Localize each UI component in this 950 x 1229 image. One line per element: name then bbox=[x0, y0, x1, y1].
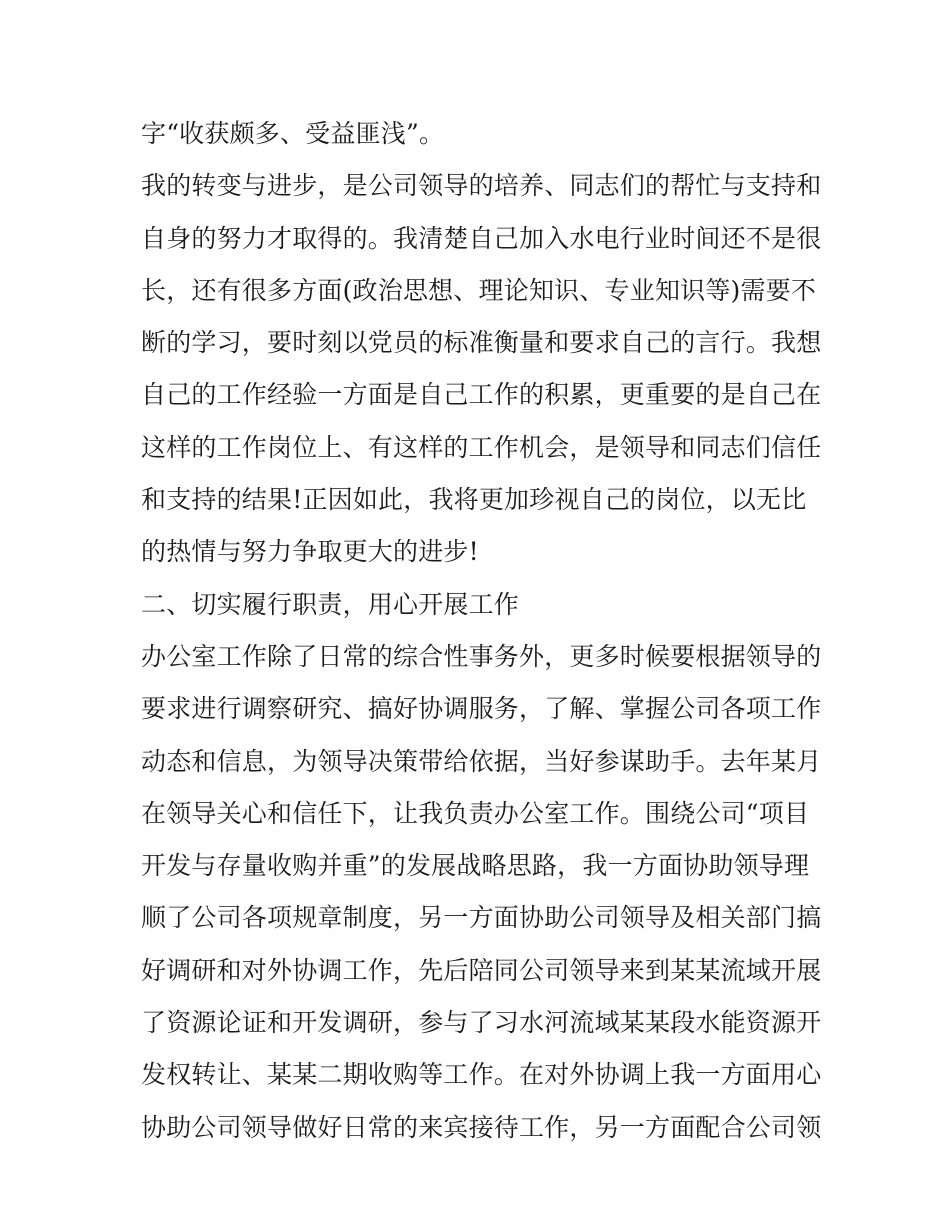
text-line: 我的转变与进步，是公司领导的培养、同志们的帮忙与支持和 bbox=[141, 171, 822, 201]
text-line: 的热情与努力争取更大的进步! bbox=[141, 537, 479, 567]
text-line: 断的学习，要时刻以党员的标准衡量和要求自己的言行。我想 bbox=[141, 328, 822, 358]
text-line: 和支持的结果!正因如此，我将更加珍视自己的岗位，以无比 bbox=[141, 485, 807, 515]
section-heading: 二、切实履行职责，用心开展工作 bbox=[141, 589, 520, 619]
text-line: 要求进行调察研究、搞好协调服务，了解、掌握公司各项工作 bbox=[141, 694, 822, 724]
body-text bbox=[141, 108, 821, 1154]
text-line: 发权转让、某某二期收购等工作。在对外协调上我一方面用心 bbox=[141, 1060, 822, 1090]
text-line: 协助公司领导做好日常的来宾接待工作，另一方面配合公司领 bbox=[141, 1112, 822, 1142]
text-line: 自身的努力才取得的。我清楚自己加入水电行业时间还不是很 bbox=[141, 223, 822, 253]
text-line: 这样的工作岗位上、有这样的工作机会，是领导和同志们信任 bbox=[141, 432, 822, 462]
text-line: 在领导关心和信任下，让我负责办公室工作。围绕公司“项目 bbox=[141, 798, 810, 828]
text-line: 开发与存量收购并重”的发展战略思路，我一方面协助领导理 bbox=[141, 851, 810, 881]
text-line: 了资源论证和开发调研，参与了习水河流域某某段水能资源开 bbox=[141, 1008, 822, 1038]
text-line: 长，还有很多方面(政治思想、理论知识、专业知识等)需要不 bbox=[141, 275, 817, 305]
text-line: 动态和信息，为领导决策带给依据，当好参谋助手。去年某月 bbox=[141, 746, 822, 776]
text-line: 顺了公司各项规章制度，另一方面协助公司领导及相关部门搞 bbox=[141, 903, 822, 933]
text-line: 字“收获颇多、受益匪浅”。 bbox=[141, 119, 445, 148]
text-line: 自己的工作经验一方面是自己工作的积累，更重要的是自己在 bbox=[141, 380, 822, 410]
text-line: 好调研和对外协调工作，先后陪同公司领导来到某某流域开展 bbox=[141, 955, 822, 985]
text-line: 办公室工作除了日常的综合性事务外，更多时候要根据领导的 bbox=[141, 641, 822, 671]
